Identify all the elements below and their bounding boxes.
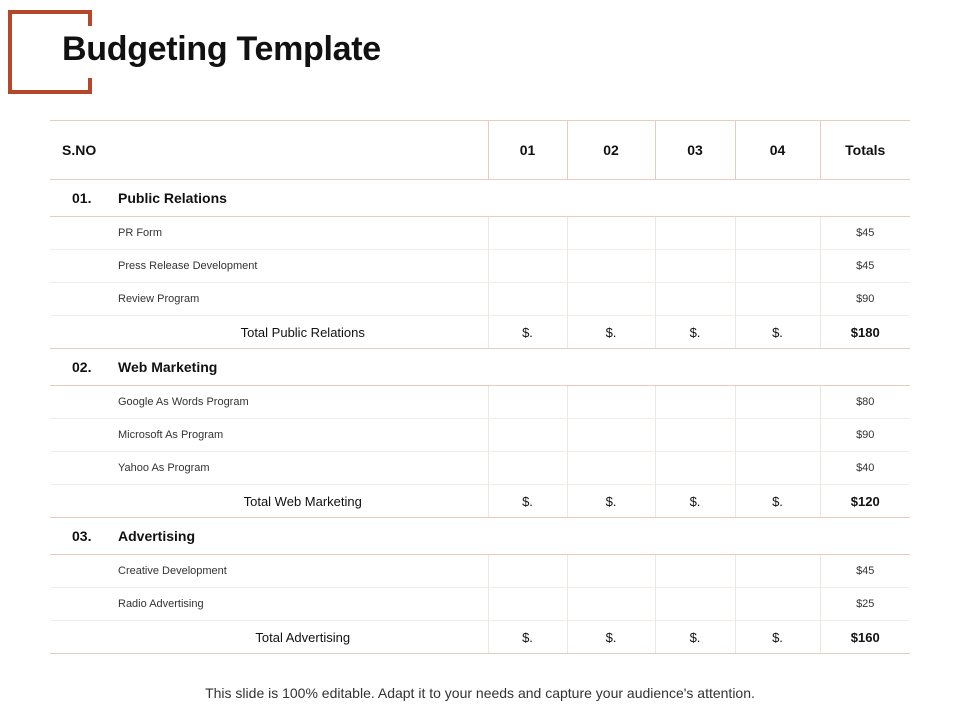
section-total-label: Total Web Marketing	[116, 485, 488, 518]
value-cell[interactable]	[488, 419, 567, 452]
total-cell: $.	[567, 316, 655, 349]
total-cell: $.	[567, 621, 655, 654]
value-cell[interactable]	[567, 419, 655, 452]
section-total-row	[50, 621, 910, 654]
section-number: 01.	[50, 180, 116, 217]
header-col-04: 04	[735, 121, 820, 180]
item-total: $90	[820, 419, 910, 452]
item-total: $45	[820, 250, 910, 283]
section-total-row	[50, 316, 910, 349]
value-cell[interactable]	[735, 588, 820, 621]
table-row	[50, 588, 910, 621]
section-total-row	[50, 485, 910, 518]
total-cell: $.	[488, 621, 567, 654]
item-total: $25	[820, 588, 910, 621]
header-totals: Totals	[820, 121, 910, 180]
value-cell[interactable]	[655, 588, 735, 621]
section-total-label: Total Advertising	[116, 621, 488, 654]
total-cell: $.	[655, 485, 735, 518]
value-cell[interactable]	[488, 250, 567, 283]
section-total-value: $160	[820, 621, 910, 654]
item-label: Press Release Development	[116, 250, 488, 283]
item-label: PR Form	[116, 217, 488, 250]
value-cell[interactable]	[488, 283, 567, 316]
item-label: Microsoft As Program	[116, 419, 488, 452]
item-label: Creative Development	[116, 555, 488, 588]
header-col-03: 03	[655, 121, 735, 180]
header-description	[116, 121, 488, 180]
budget-table	[50, 120, 910, 654]
item-total: $80	[820, 386, 910, 419]
item-total: $45	[820, 217, 910, 250]
value-cell[interactable]	[655, 250, 735, 283]
section-number: 03.	[50, 518, 116, 555]
section-total-value: $120	[820, 485, 910, 518]
value-cell[interactable]	[488, 588, 567, 621]
value-cell[interactable]	[655, 452, 735, 485]
header-col-02: 02	[567, 121, 655, 180]
total-cell: $.	[488, 485, 567, 518]
value-cell[interactable]	[488, 217, 567, 250]
table-row	[50, 283, 910, 316]
table-row	[50, 386, 910, 419]
section-row-web-marketing	[50, 349, 910, 386]
header-col-01: 01	[488, 121, 567, 180]
value-cell[interactable]	[488, 386, 567, 419]
item-total: $90	[820, 283, 910, 316]
total-cell: $.	[655, 621, 735, 654]
value-cell[interactable]	[735, 452, 820, 485]
header-sno: S.NO	[50, 121, 116, 180]
total-cell: $.	[567, 485, 655, 518]
value-cell[interactable]	[655, 419, 735, 452]
total-cell: $.	[735, 316, 820, 349]
item-label: Radio Advertising	[116, 588, 488, 621]
total-cell: $.	[655, 316, 735, 349]
value-cell[interactable]	[735, 217, 820, 250]
value-cell[interactable]	[567, 555, 655, 588]
footnote: This slide is 100% editable. Adapt it to your needs and capture your audience's attention.	[205, 685, 755, 701]
item-label: Review Program	[116, 283, 488, 316]
item-total: $45	[820, 555, 910, 588]
value-cell[interactable]	[735, 250, 820, 283]
item-label: Google As Words Program	[116, 386, 488, 419]
section-row-advertising	[50, 518, 910, 555]
total-cell: $.	[488, 316, 567, 349]
section-number: 02.	[50, 349, 116, 386]
value-cell[interactable]	[567, 217, 655, 250]
item-total: $40	[820, 452, 910, 485]
section-name: Web Marketing	[116, 349, 910, 386]
value-cell[interactable]	[488, 452, 567, 485]
section-row-public-relations	[50, 180, 910, 217]
value-cell[interactable]	[735, 386, 820, 419]
value-cell[interactable]	[735, 555, 820, 588]
section-name: Advertising	[116, 518, 910, 555]
value-cell[interactable]	[567, 250, 655, 283]
value-cell[interactable]	[655, 283, 735, 316]
table-row	[50, 250, 910, 283]
table-row	[50, 452, 910, 485]
total-cell: $.	[735, 485, 820, 518]
table-header-row	[50, 121, 910, 180]
section-name: Public Relations	[116, 180, 910, 217]
table-row	[50, 555, 910, 588]
value-cell[interactable]	[488, 555, 567, 588]
value-cell[interactable]	[735, 283, 820, 316]
page-title: Budgeting Template	[62, 30, 381, 68]
value-cell[interactable]	[567, 386, 655, 419]
value-cell[interactable]	[655, 217, 735, 250]
item-label: Yahoo As Program	[116, 452, 488, 485]
section-total-label: Total Public Relations	[116, 316, 488, 349]
value-cell[interactable]	[735, 419, 820, 452]
value-cell[interactable]	[655, 555, 735, 588]
value-cell[interactable]	[655, 386, 735, 419]
value-cell[interactable]	[567, 283, 655, 316]
total-cell: $.	[735, 621, 820, 654]
table-row	[50, 419, 910, 452]
value-cell[interactable]	[567, 588, 655, 621]
section-total-value: $180	[820, 316, 910, 349]
table-row	[50, 217, 910, 250]
value-cell[interactable]	[567, 452, 655, 485]
